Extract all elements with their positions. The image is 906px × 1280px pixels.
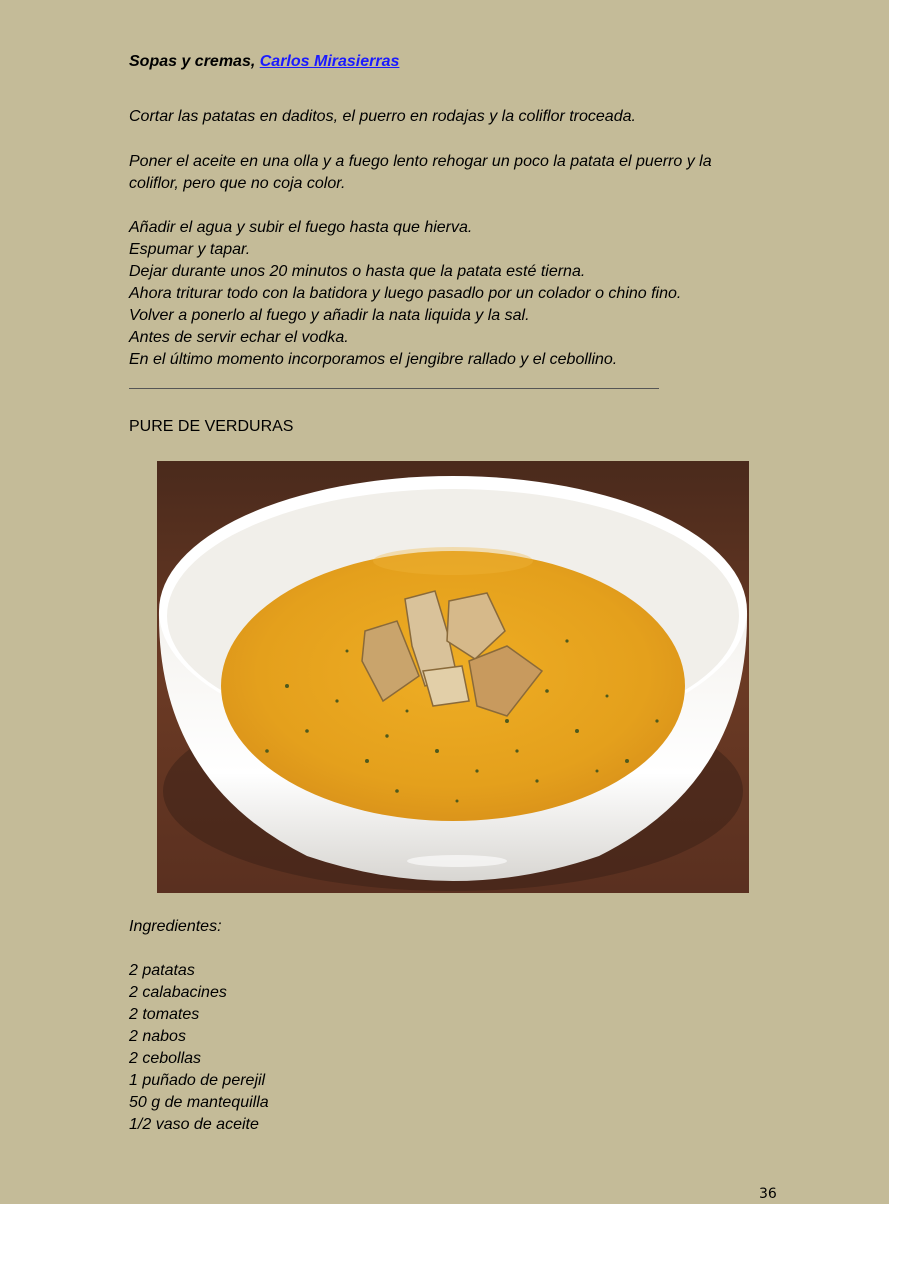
header-prefix: Sopas y cremas, (129, 53, 260, 70)
ingredient-item: 50 g de mantequilla (129, 1094, 269, 1111)
step-line: Ahora triturar todo con la batidora y luego pasadlo por un colador o chino fino. (129, 285, 682, 302)
ingredient-item: 1/2 vaso de aceite (129, 1116, 259, 1133)
step-line: Volver a ponerlo al fuego y añadir la nata liquida y la sal. (129, 307, 530, 324)
ingredient-item: 2 calabacines (129, 984, 227, 1001)
step-line: Poner el aceite en una olla y a fuego lento rehogar un poco la patata el puerro y la (129, 153, 712, 170)
ingredient-item: 2 patatas (129, 962, 195, 979)
ingredient-item: 2 tomates (129, 1006, 200, 1023)
step-line: Dejar durante unos 20 minutos o hasta que la patata esté tierna. (129, 263, 586, 280)
ingredient-item: 2 cebollas (129, 1050, 202, 1067)
soup-bowl-photo (157, 461, 749, 893)
page-header (129, 53, 399, 71)
ingredient-item: 1 puñado de perejil (129, 1072, 266, 1089)
step-line: Espumar y tapar. (129, 241, 251, 258)
step-line: coliflor, pero que no coja color. (129, 175, 346, 192)
step-line: Antes de servir echar el vodka. (129, 329, 349, 346)
author-link[interactable]: Carlos Mirasierras (259, 53, 400, 70)
section-divider (129, 388, 659, 389)
step-line: En el último momento incorporamos el jengibre rallado y el cebollino. (129, 351, 618, 368)
step-line: Cortar las patatas en daditos, el puerro en rodajas y la coliflor troceada. (129, 108, 636, 125)
step-line: Añadir el agua y subir el fuego hasta que hierva. (129, 219, 473, 236)
recipe-title: PURE DE VERDURAS (129, 418, 294, 435)
page-number: 36 (759, 1186, 777, 1202)
ingredients-label: Ingredientes: (129, 918, 222, 935)
ingredient-item: 2 nabos (129, 1028, 186, 1045)
